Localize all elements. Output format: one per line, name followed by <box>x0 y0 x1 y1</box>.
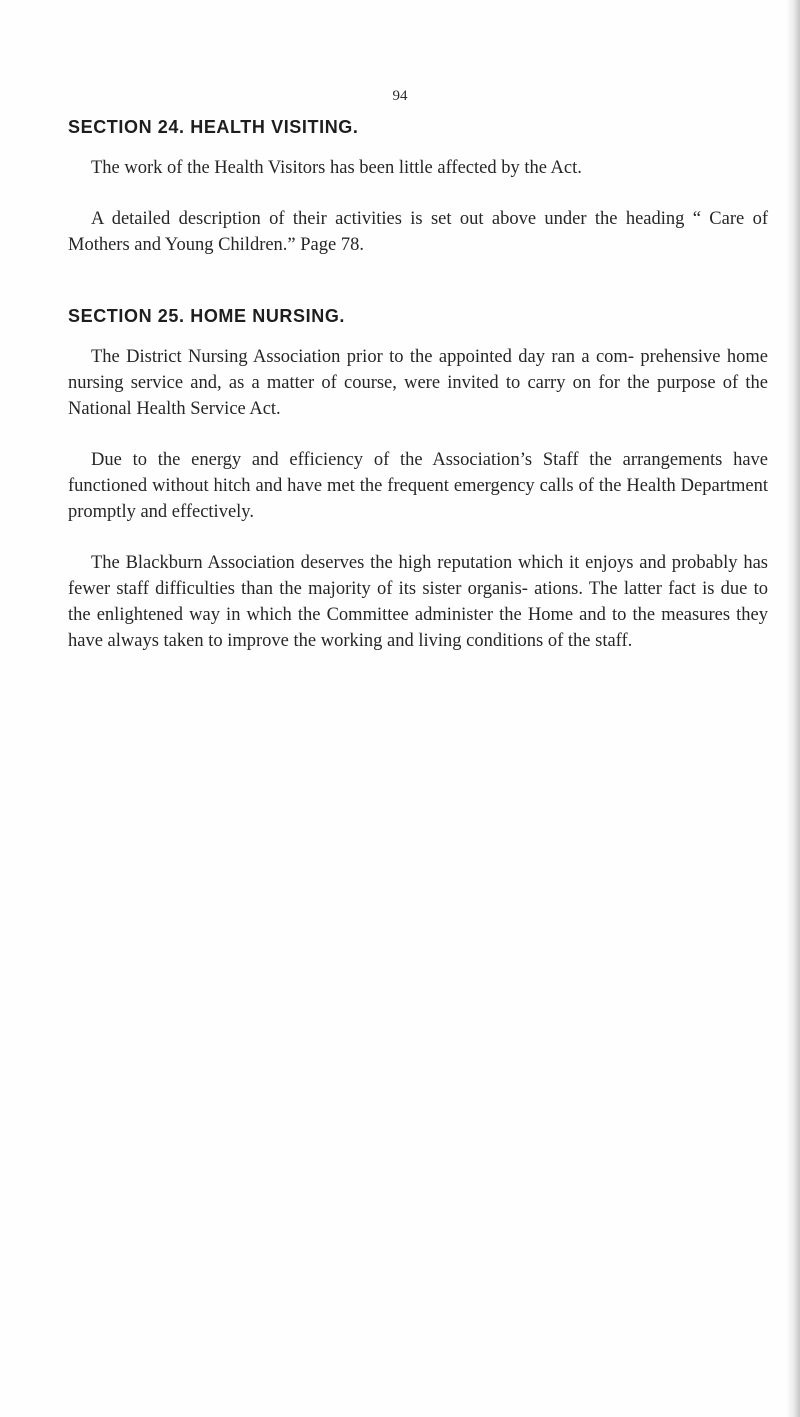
page-edge-shadow <box>786 0 800 1417</box>
paragraph: The work of the Health Visitors has been little affected by the Act. <box>91 158 582 178</box>
section-health-visiting <box>68 114 768 258</box>
paragraph: Due to the energy and efficiency of the Association’s Staff the arrangements have functioned without hitch and have met the frequent emergency calls of the Health Department promptly and effectively. <box>68 450 768 522</box>
section-heading: SECTION 25. HOME NURSING. <box>68 306 346 326</box>
section-heading: SECTION 24. HEALTH VISITING. <box>68 117 359 137</box>
paragraph: The District Nursing Association prior to the appointed day ran a com- prehensive home nursing service and, as a matter of course, were invited to carry on for the purpose of the National Health Service Act. <box>68 347 768 419</box>
section-home-nursing <box>68 303 768 654</box>
document-body <box>68 114 768 654</box>
paragraph: The Blackburn Association deserves the high reputation which it enjoys and probably has fewer staff difficulties than the majority of its sister organis- ations. The latter fact is due to the enlightened way in which the Committee administer the Home and to the measures they have always taken to improve the working and living conditions of the staff. <box>68 553 768 651</box>
page-number: 94 <box>392 88 408 104</box>
paragraph: A detailed description of their activities is set out above under the heading “ Care of Mothers and Young Children.” Page 78. <box>68 209 768 255</box>
